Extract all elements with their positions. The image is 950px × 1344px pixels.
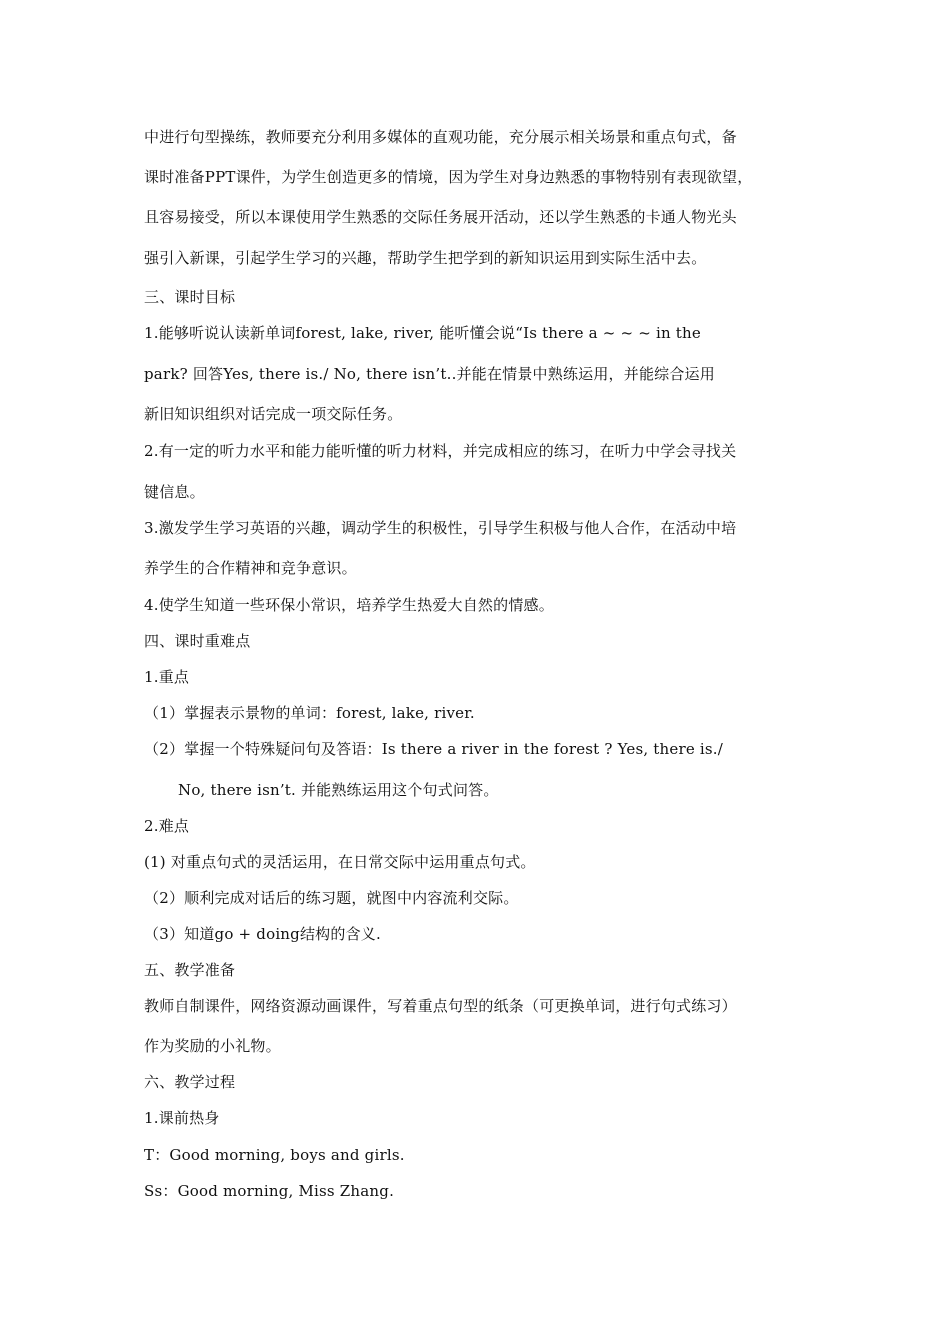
section-heading: 三、课时目标 — [144, 288, 236, 306]
objective-item: 2.有一定的听力水平和能力能听懂的听力材料，并完成相应的练习，在听力中学会寻找关 — [144, 442, 737, 460]
dialogue-line: Ss：Good morning, Miss Zhang. — [144, 1182, 395, 1200]
section-heading: 五、教学准备 — [144, 961, 236, 979]
subsection-heading: 1.课前热身 — [144, 1109, 220, 1127]
objective-item-continued: park? 回答Yes, there is./ No, there isn’t..并能在情景中熟练运用，并能综合运用 — [144, 365, 715, 383]
objective-item-continued: 新旧知识组织对话完成一项交际任务。 — [144, 405, 403, 423]
list-item: （2）顺利完成对话后的练习题，就图中内容流利交际。 — [144, 889, 519, 907]
paragraph-line: 作为奖励的小礼物。 — [144, 1037, 281, 1055]
section-heading: 四、课时重难点 — [144, 632, 251, 650]
section-heading: 六、教学过程 — [144, 1073, 236, 1091]
list-item: （3）知道go + doing结构的含义. — [144, 925, 381, 943]
paragraph-line: 教师自制课件，网络资源动画课件，写着重点句型的纸条（可更换单词，进行句式练习） — [144, 997, 737, 1015]
paragraph-line: 课时准备PPT课件，为学生创造更多的情境，因为学生对身边熟悉的事物特别有表现欲望， — [144, 168, 753, 186]
list-item-continued: No, there isn’t. 并能熟练运用这个句式问答。 — [178, 781, 499, 799]
list-item: （2）掌握一个特殊疑问句及答语：Is there a river in the forest ? Yes, there is./ — [144, 740, 723, 758]
objective-item: 4.使学生知道一些环保小常识，培养学生热爱大自然的情感。 — [144, 596, 554, 614]
paragraph-line: 且容易接受，所以本课使用学生熟悉的交际任务展开活动，还以学生熟悉的卡通人物光头 — [144, 208, 737, 226]
subsection-heading: 2.难点 — [144, 817, 190, 835]
objective-item-continued: 养学生的合作精神和竞争意识。 — [144, 559, 357, 577]
list-item: （1）掌握表示景物的单词：forest, lake, river. — [144, 704, 475, 722]
objective-item: 1.能够听说认读新单词forest, lake, river, 能听懂会说“Is there a ~ ~ ~ in the — [144, 324, 701, 342]
objective-item: 3.激发学生学习英语的兴趣，调动学生的积极性，引导学生积极与他人合作，在活动中培 — [144, 519, 737, 537]
subsection-heading: 1.重点 — [144, 668, 190, 686]
dialogue-line: T：Good morning, boys and girls. — [144, 1146, 405, 1164]
list-item: (1) 对重点句式的灵活运用，在日常交际中运用重点句式。 — [144, 853, 536, 871]
objective-item-continued: 键信息。 — [144, 483, 205, 501]
paragraph-line: 中进行句型操练，教师要充分利用多媒体的直观功能，充分展示相关场景和重点句式，备 — [144, 128, 737, 146]
paragraph-line: 强引入新课，引起学生学习的兴趣，帮助学生把学到的新知识运用到实际生活中去。 — [144, 249, 707, 267]
